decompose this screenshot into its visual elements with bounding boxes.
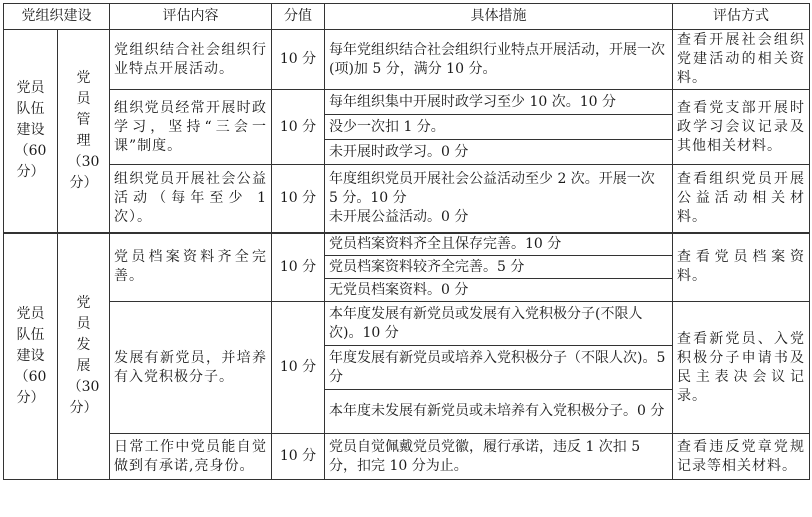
header-content: 评估内容 [110, 4, 272, 30]
content-cell: 日常工作中党员能自觉做到有承诺,亮身份。 [110, 434, 272, 480]
content-cell: 党员档案资料齐全完善。 [110, 233, 272, 302]
header-measures: 具体措施 [325, 4, 673, 30]
evaluation-table [3, 3, 810, 480]
score-cell: 10 分 [272, 302, 325, 434]
score-cell: 10 分 [272, 165, 325, 233]
category-cell: 党员 队伍 建设 （60 分） [4, 233, 58, 480]
content-cell: 组织党员开展社会公益活动（每年至少 1 次）。 [110, 165, 272, 233]
content-cell: 组织党员经常开展时政学习，坚持“三会一课”制度。 [110, 90, 272, 165]
score-cell: 10 分 [272, 434, 325, 480]
table-body [4, 30, 810, 480]
header-method: 评估方式 [673, 4, 810, 30]
measure-cell: 党员档案资料较齐全完善。5 分 [325, 256, 673, 279]
header-score: 分值 [272, 4, 325, 30]
table-row [4, 233, 810, 256]
score-cell: 10 分 [272, 30, 325, 90]
method-cell: 查看组织党员开展公益活动相关材料。 [673, 165, 810, 233]
table-row [4, 30, 810, 90]
category-cell: 党员 队伍 建设 （60 分） [4, 30, 58, 233]
measure-cell: 本年度未发展有新党员或未培养有入党积极分子。0 分 [325, 390, 673, 434]
table-row [4, 90, 810, 115]
measure-cell: 党员档案资料齐全且保存完善。10 分 [325, 233, 673, 256]
measure-cell: 年度发展有新党员或培养入党积极分子（不限人次)。5 分 [325, 346, 673, 390]
method-cell: 查看党员档案资料。 [673, 233, 810, 302]
content-cell: 发展有新党员，并培养有入党积极分子。 [110, 302, 272, 434]
subcategory-cell: 党 员 管 理 （30 分） [58, 30, 110, 233]
method-cell: 查看违反党章党规记录等相关材料。 [673, 434, 810, 480]
subcategory-cell: 党 员 发 展 （30 分） [58, 233, 110, 480]
content-cell: 党组织结合社会组织行业特点开展活动。 [110, 30, 272, 90]
measure-cell: 每年组织集中开展时政学习至少 10 次。10 分 [325, 90, 673, 115]
score-cell: 10 分 [272, 90, 325, 165]
table-row [4, 302, 810, 346]
measure-cell: 没少一次扣 1 分。 [325, 115, 673, 140]
header-party-building: 党组织建设 [4, 4, 110, 30]
measure-cell: 每年党组织结合社会组织行业特点开展活动，开展一次(项)加 5 分，满分 10 分。 [325, 30, 673, 90]
table-row [4, 165, 810, 233]
measure-cell: 本年度发展有新党员或发展有入党积极分子(不限人次)。10 分 [325, 302, 673, 346]
score-cell: 10 分 [272, 233, 325, 302]
measure-cell: 党员自觉佩戴党员党徽，履行承诺，违反 1 次扣 5 分，扣完 10 分为止。 [325, 434, 673, 480]
method-cell: 查看新党员、入党积极分子申请书及民主表决会议记录。 [673, 302, 810, 434]
table-row [4, 434, 810, 480]
method-cell: 查看党支部开展时政学习会议记录及其他相关材料。 [673, 90, 810, 165]
measure-cell: 年度组织党员开展社会公益活动至少 2 次。开展一次 5 分。10 分 未开展公益活动。0 分 [325, 165, 673, 233]
method-cell: 查看开展社会组织党建活动的相关资料。 [673, 30, 810, 90]
header-row [4, 4, 810, 30]
measure-cell: 无党员档案资料。0 分 [325, 279, 673, 302]
measure-cell: 未开展时政学习。0 分 [325, 140, 673, 165]
